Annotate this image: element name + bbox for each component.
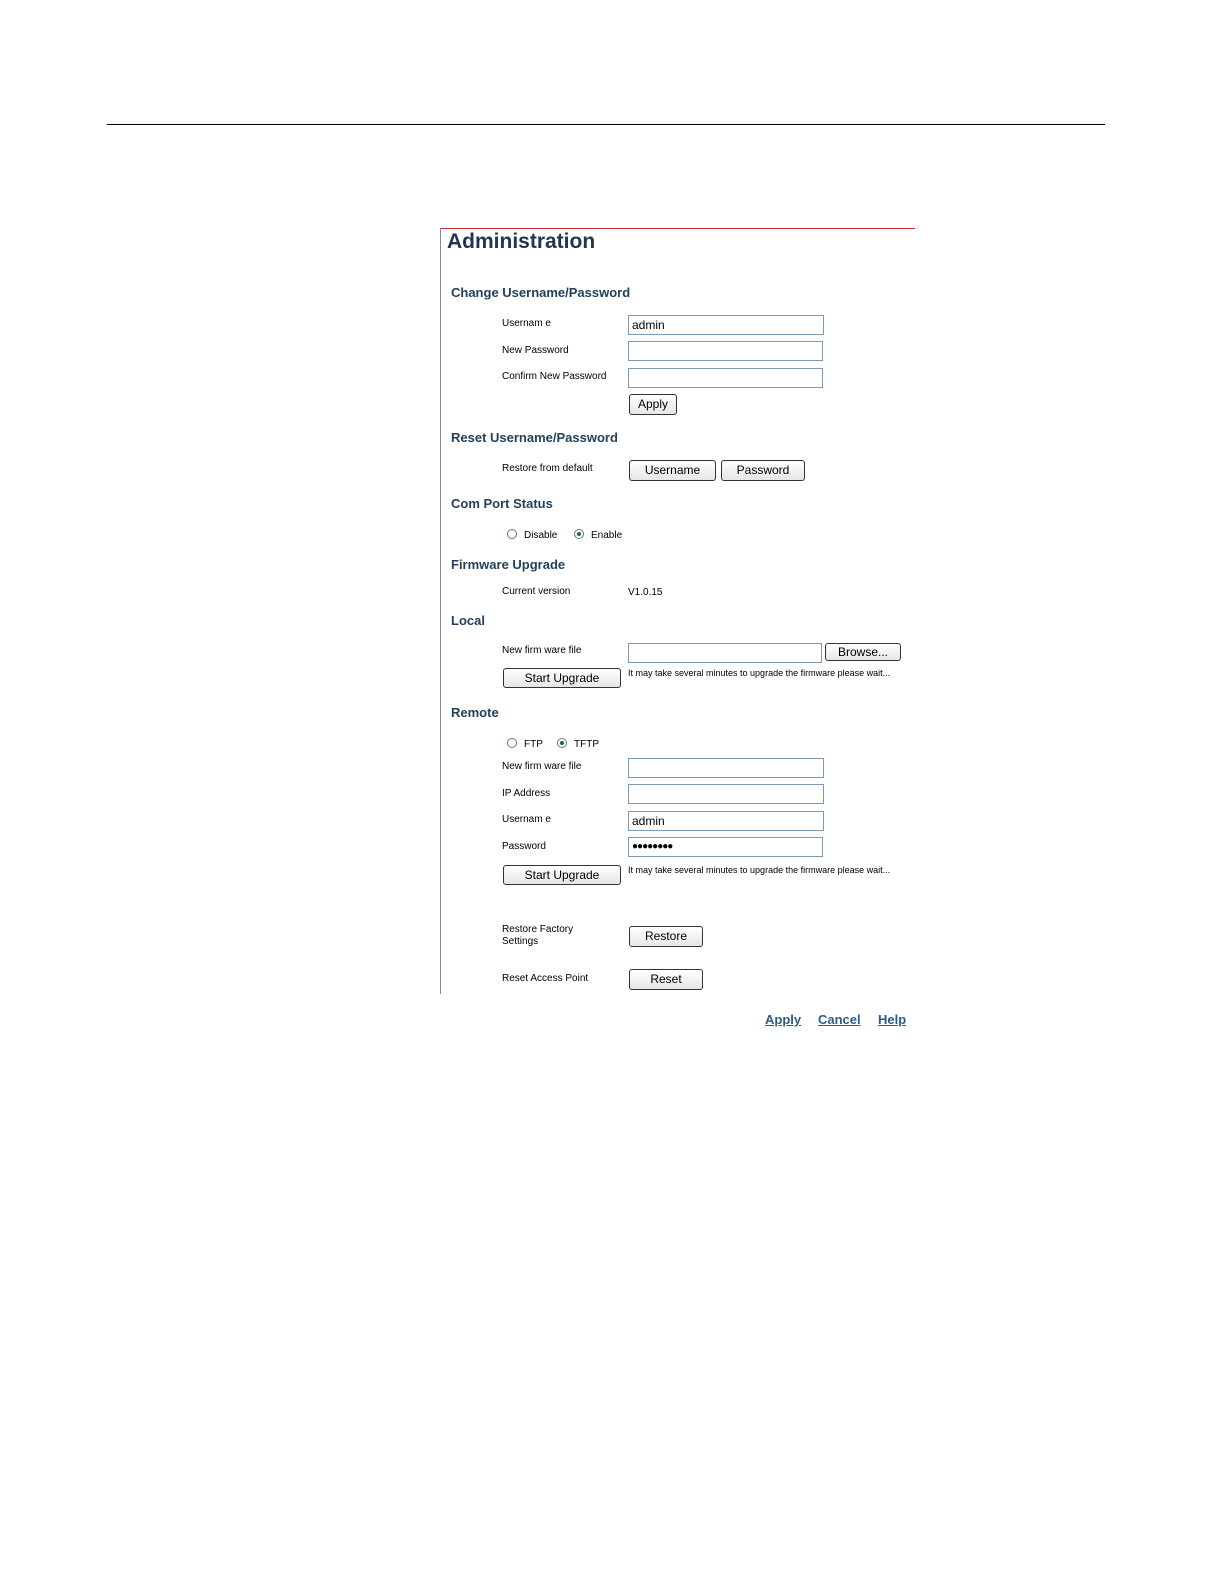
- new-password-input[interactable]: [628, 341, 823, 361]
- restore-button[interactable]: Restore: [629, 926, 703, 947]
- browse-button[interactable]: Browse...: [825, 643, 901, 661]
- new-password-label: New Password: [502, 345, 569, 356]
- footer-help-link[interactable]: Help: [878, 1012, 907, 1027]
- com-port-heading: Com Port Status: [451, 496, 553, 511]
- ip-address-label: IP Address: [502, 788, 551, 799]
- tftp-label: TFTP: [574, 739, 599, 750]
- remote-username-label: Usernam e: [502, 814, 551, 825]
- confirm-password-input[interactable]: [628, 368, 823, 388]
- current-version-value: V1.0.15: [628, 587, 663, 598]
- com-port-disable-radio[interactable]: [507, 529, 517, 539]
- change-credentials-heading: Change Username/Password: [451, 285, 631, 300]
- reset-username-button[interactable]: Username: [629, 460, 716, 481]
- reset-access-point-label: Reset Access Point: [502, 973, 589, 984]
- footer-cancel-link[interactable]: Cancel: [818, 1012, 861, 1027]
- remote-start-upgrade-button[interactable]: Start Upgrade: [503, 865, 621, 885]
- com-port-disable-label: Disable: [524, 530, 558, 541]
- com-port-enable-label: Enable: [591, 530, 623, 541]
- confirm-password-label: Confirm New Password: [502, 371, 607, 382]
- username-label: Usernam e: [502, 318, 551, 329]
- local-file-label: New firm ware file: [502, 645, 582, 656]
- local-start-upgrade-button[interactable]: Start Upgrade: [503, 668, 621, 688]
- restore-default-label: Restore from default: [502, 463, 593, 474]
- username-input[interactable]: admin: [628, 315, 824, 335]
- firmware-heading: Firmware Upgrade: [451, 557, 566, 572]
- tftp-radio[interactable]: [557, 738, 567, 748]
- com-port-enable-radio[interactable]: [574, 529, 584, 539]
- local-upgrade-note: It may take several minutes to upgrade the firmware please wait...: [628, 668, 891, 678]
- current-version-label: Current version: [502, 586, 571, 597]
- restore-factory-label: Restore Factory Settings: [502, 924, 574, 947]
- local-heading: Local: [451, 613, 485, 628]
- remote-heading: Remote: [451, 705, 499, 720]
- ftp-radio[interactable]: [507, 738, 517, 748]
- remote-file-input[interactable]: [628, 758, 824, 778]
- reset-button[interactable]: Reset: [629, 969, 703, 990]
- panel-top-border: [440, 228, 915, 229]
- panel-left-border: [440, 228, 441, 994]
- ip-address-input[interactable]: [628, 784, 824, 804]
- local-file-input[interactable]: [628, 643, 822, 663]
- page-title: Administration: [447, 230, 596, 253]
- footer-apply-link[interactable]: Apply: [765, 1012, 802, 1027]
- remote-password-input[interactable]: ●●●●●●●●: [628, 837, 823, 857]
- reset-password-button[interactable]: Password: [721, 460, 805, 481]
- apply-credentials-button[interactable]: Apply: [629, 394, 677, 415]
- ftp-label: FTP: [524, 739, 543, 750]
- remote-username-input[interactable]: admin: [628, 811, 824, 831]
- page-top-rule: [107, 124, 1105, 125]
- reset-credentials-heading: Reset Username/Password: [451, 430, 618, 445]
- remote-password-label: Password: [502, 841, 546, 852]
- remote-file-label: New firm ware file: [502, 761, 582, 772]
- remote-upgrade-note: It may take several minutes to upgrade the firmware please wait...: [628, 865, 891, 875]
